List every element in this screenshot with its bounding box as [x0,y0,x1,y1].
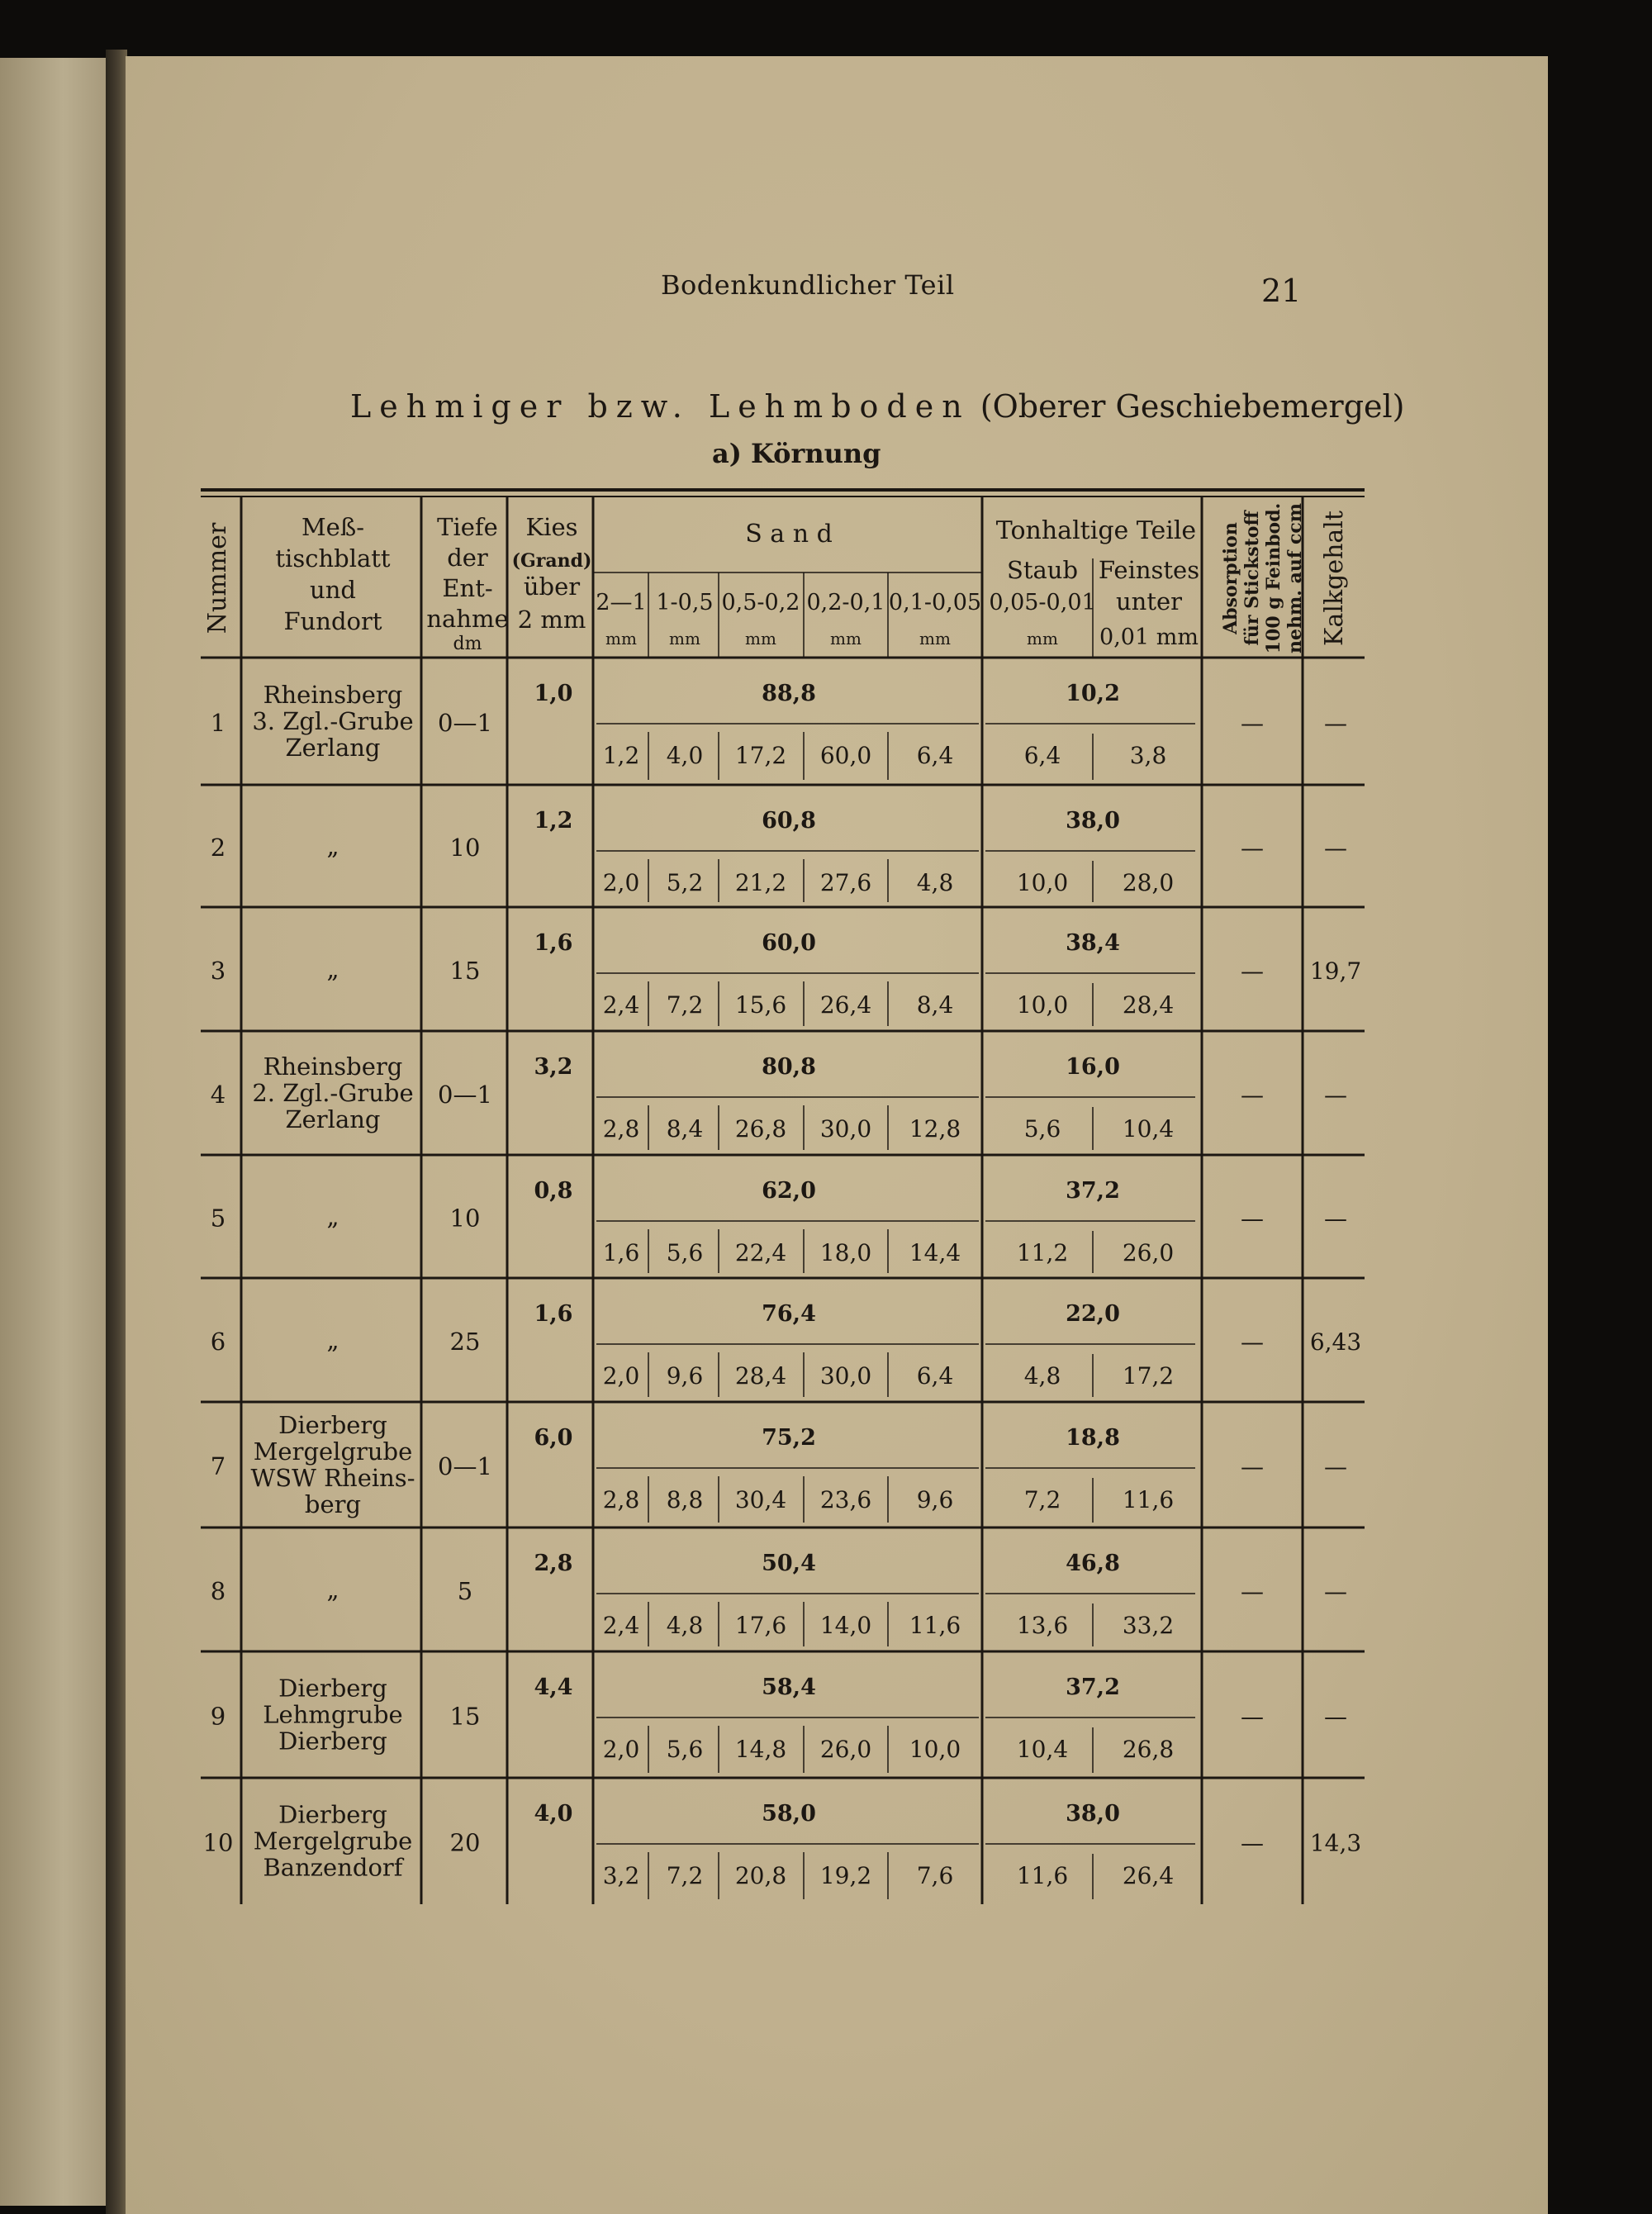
row-kies: 1,2 [534,808,573,834]
header-sand-fraction: 1-0,5 [656,590,714,615]
row-tiefe: 0—1 [438,1452,492,1480]
header-tiefe: nahme [426,605,509,633]
header-kies-grand: (Grand) [511,550,592,572]
header-sand-fraction: 0,1-0,05 [888,590,982,615]
row-kalkgehalt: 6,43 [1309,1328,1362,1356]
header-staub-range: 0,05-0,01 [989,590,1096,615]
row-ton-total: 16,0 [1066,1054,1120,1080]
row-sand-value: 11,6 [909,1612,961,1639]
row-sand-value: 19,2 [819,1862,872,1889]
row-kalkgehalt: — [1324,834,1347,862]
row-fundort: „ [326,955,339,983]
header-tiefe: der [447,544,488,572]
row-sand-value: 8,4 [666,1115,704,1143]
header-feinstes: Feinstes [1098,556,1200,584]
header-sand: S a n d [745,520,833,549]
row-fundort: Zerlang [285,1105,381,1133]
row-sand-value: 2,0 [602,1362,640,1390]
row-kies: 1,0 [534,681,573,706]
row-sand-value: 23,6 [819,1486,872,1513]
row-fundort: Rheinsberg [263,1052,403,1081]
row-tiefe: 5 [457,1577,473,1605]
row-sand-value: 8,4 [916,991,954,1019]
row-kies: 1,6 [534,930,573,956]
row-feinstes: 3,8 [1129,742,1167,769]
row-sand-value: 1,2 [602,742,640,769]
row-sand-value: 28,4 [734,1362,787,1390]
row-sand-value: 9,6 [666,1362,704,1390]
row-number: 7 [210,1452,226,1480]
header-absorption: nehm. auf ccm [1284,502,1306,654]
row-sand-total: 75,2 [762,1425,816,1451]
row-sand-value: 1,6 [602,1239,640,1266]
page-number: 21 [1261,273,1302,309]
row-sand-value: 17,2 [734,742,787,769]
row-kies: 2,8 [534,1551,573,1576]
row-absorption: — [1241,1453,1264,1480]
row-feinstes: 33,2 [1122,1612,1175,1639]
row-absorption: — [1241,957,1264,985]
row-number: 1 [210,709,226,737]
row-absorption: — [1241,1829,1264,1857]
header-sand-unit: mm [669,629,700,649]
row-number: 6 [210,1328,226,1356]
row-sand-value: 14,0 [819,1612,872,1639]
row-sand-value: 7,6 [916,1862,954,1889]
running-head: Bodenkundlicher Teil [661,269,955,301]
header-messtischblatt: tischblatt [275,544,391,573]
row-tiefe: 10 [449,1204,481,1233]
row-sand-value: 30,4 [734,1486,787,1513]
row-tiefe: 25 [449,1328,481,1356]
row-fundort: Dierberg [278,1727,387,1756]
row-sand-value: 4,8 [666,1612,704,1639]
row-tiefe: 0—1 [438,709,492,737]
row-feinstes: 28,0 [1122,869,1175,896]
row-sand-value: 26,0 [819,1736,872,1763]
row-sand-value: 22,4 [734,1239,787,1266]
row-kies: 4,4 [534,1675,573,1700]
row-kalkgehalt: — [1324,710,1347,737]
row-sand-value: 6,4 [916,742,954,769]
row-fundort: Rheinsberg [263,681,403,709]
row-staub: 5,6 [1023,1115,1061,1143]
row-sand-value: 6,4 [916,1362,954,1390]
row-feinstes: 10,4 [1122,1115,1175,1143]
row-ton-total: 22,0 [1066,1301,1120,1327]
row-sand-value: 15,6 [734,991,787,1019]
row-sand-value: 21,2 [734,869,787,896]
row-kies: 6,0 [534,1425,573,1451]
header-sand-fraction: 2—1 [596,590,647,615]
row-tiefe: 10 [449,834,481,862]
row-number: 2 [210,834,226,862]
row-sand-value: 2,8 [602,1486,640,1513]
row-number: 8 [210,1577,226,1605]
header-kies: über [523,573,581,601]
header-absorption: Absorption [1220,522,1241,634]
row-fundort: berg [304,1490,362,1518]
row-fundort: Zerlang [285,734,381,762]
row-sand-value: 4,0 [666,742,704,769]
row-fundort: Mergelgrube [253,1827,413,1855]
row-feinstes: 11,6 [1122,1486,1175,1513]
header-kies: Kies [525,513,578,541]
row-sand-total: 50,4 [762,1551,816,1576]
row-fundort: Dierberg [278,1411,387,1439]
title-main: Lehmiger bzw. Lehmboden [350,388,971,425]
row-ton-total: 38,0 [1066,808,1120,834]
row-staub: 11,2 [1016,1239,1069,1266]
row-sand-value: 5,2 [666,869,704,896]
row-sand-value: 14,8 [734,1736,787,1763]
row-feinstes: 28,4 [1122,991,1175,1019]
row-kies: 1,6 [534,1301,573,1327]
row-staub: 6,4 [1023,742,1061,769]
header-feinstes-sub: unter [1115,587,1183,615]
row-ton-total: 46,8 [1066,1551,1120,1576]
row-fundort: „ [326,832,339,860]
row-ton-total: 38,4 [1066,930,1120,956]
row-sand-value: 8,8 [666,1486,704,1513]
row-kies: 3,2 [534,1054,573,1080]
row-sand-total: 88,8 [762,681,816,706]
row-sand-value: 7,2 [666,991,704,1019]
header-sand-unit: mm [919,629,951,649]
row-kalkgehalt: — [1324,1204,1347,1233]
row-sand-value: 12,8 [909,1115,961,1143]
row-sand-value: 26,8 [734,1115,787,1143]
row-number: 4 [210,1081,226,1109]
row-ton-total: 38,0 [1066,1801,1120,1827]
row-feinstes: 26,0 [1122,1239,1175,1266]
row-ton-total: 18,8 [1066,1425,1120,1451]
row-sand-value: 2,4 [602,1612,640,1639]
row-sand-value: 2,4 [602,991,640,1019]
row-kies: 0,8 [534,1178,573,1204]
header-messtischblatt: und [310,576,356,604]
row-sand-value: 60,0 [819,742,872,769]
row-staub: 4,8 [1023,1362,1061,1390]
row-sand-total: 80,8 [762,1054,816,1080]
header-absorption: für Stickstoff [1241,511,1263,646]
row-fundort: WSW Rheins- [250,1464,415,1492]
row-fundort: Mergelgrube [253,1437,413,1466]
row-sand-total: 62,0 [762,1178,816,1204]
header-kies: 2 mm [517,606,586,634]
row-kalkgehalt: — [1324,1578,1347,1605]
row-sand-value: 10,0 [909,1736,961,1763]
header-sand-unit: mm [830,629,862,649]
row-number: 3 [210,957,226,985]
row-staub: 7,2 [1023,1486,1061,1513]
row-staub: 13,6 [1016,1612,1069,1639]
row-number: 9 [210,1702,226,1731]
row-sand-value: 30,0 [819,1115,872,1143]
header-kalkgehalt: Kalkgehalt [1320,511,1349,646]
row-tiefe: 15 [449,957,481,985]
row-fundort: „ [326,1326,339,1354]
row-kalkgehalt: — [1324,1453,1347,1480]
row-staub: 10,0 [1016,869,1069,896]
row-number: 5 [210,1204,226,1233]
row-staub: 11,6 [1016,1862,1069,1889]
header-nummer: Nummer [203,522,232,634]
row-absorption: — [1241,1204,1264,1233]
row-fundort: Dierberg [278,1674,387,1703]
row-sand-value: 26,4 [819,991,872,1019]
row-fundort: Dierberg [278,1800,387,1829]
row-fundort: „ [326,1575,339,1603]
row-kalkgehalt: 14,3 [1309,1829,1362,1857]
row-sand-value: 20,8 [734,1862,787,1889]
header-tonhaltige-teile: Tonhaltige Teile [995,516,1197,545]
row-sand-value: 5,6 [666,1239,704,1266]
header-feinstes-range: 0,01 mm [1099,625,1199,650]
row-sand-total: 60,0 [762,930,816,956]
header-messtischblatt: Meß- [301,513,365,541]
row-kalkgehalt: — [1324,1081,1347,1109]
header-tiefe-unit: dm [453,634,482,654]
row-feinstes: 26,4 [1122,1862,1175,1889]
header-sand-fraction: 0,5-0,2 [721,590,800,615]
row-sand-value: 14,4 [909,1239,961,1266]
row-sand-value: 2,8 [602,1115,640,1143]
row-absorption: — [1241,1081,1264,1109]
row-sand-value: 30,0 [819,1362,872,1390]
row-kies: 4,0 [534,1801,573,1827]
row-sand-value: 7,2 [666,1862,704,1889]
row-sand-value: 9,6 [916,1486,954,1513]
row-ton-total: 10,2 [1066,681,1120,706]
row-feinstes: 26,8 [1122,1736,1175,1763]
row-kalkgehalt: 19,7 [1309,957,1362,985]
row-sand-value: 5,6 [666,1736,704,1763]
row-number: 10 [202,1828,234,1857]
row-fundort: 2. Zgl.-Grube [252,1079,414,1107]
row-sand-total: 60,8 [762,808,816,834]
header-sand-fraction: 0,2-0,1 [806,590,885,615]
row-fundort: 3. Zgl.-Grube [252,707,414,735]
row-tiefe: 15 [449,1702,481,1731]
row-absorption: — [1241,1703,1264,1731]
row-sand-value: 27,6 [819,869,872,896]
header-sand-unit: mm [745,629,776,649]
row-sand-value: 2,0 [602,869,640,896]
row-absorption: — [1241,710,1264,737]
header-tiefe: Tiefe [437,513,498,541]
row-absorption: — [1241,1578,1264,1605]
row-fundort: Banzendorf [263,1853,403,1882]
header-staub: Staub [1006,556,1079,584]
row-sand-total: 58,4 [762,1675,816,1700]
row-sand-total: 76,4 [762,1301,816,1327]
row-staub: 10,4 [1016,1736,1069,1763]
title-parenthetical: (Oberer Geschiebemergel) [980,388,1405,425]
row-sand-value: 4,8 [916,869,954,896]
row-sand-value: 2,0 [602,1736,640,1763]
header-messtischblatt: Fundort [283,607,382,635]
header-absorption: 100 g Feinbod. [1263,502,1284,654]
row-sand-value: 18,0 [819,1239,872,1266]
row-ton-total: 37,2 [1066,1178,1120,1204]
header-tiefe: Ent- [442,574,493,602]
row-fundort: Lehmgrube [263,1700,403,1729]
row-sand-value: 17,6 [734,1612,787,1639]
row-tiefe: 0—1 [438,1081,492,1109]
row-ton-total: 37,2 [1066,1675,1120,1700]
header-staub-unit: mm [1027,629,1058,649]
table-subtitle: a) Körnung [712,438,881,469]
row-tiefe: 20 [449,1828,481,1857]
row-kalkgehalt: — [1324,1703,1347,1731]
row-fundort: „ [326,1202,339,1231]
row-absorption: — [1241,834,1264,862]
header-sand-unit: mm [605,629,637,649]
row-staub: 10,0 [1016,991,1069,1019]
row-sand-total: 58,0 [762,1801,816,1827]
row-absorption: — [1241,1328,1264,1356]
row-feinstes: 17,2 [1122,1362,1175,1390]
row-sand-value: 3,2 [602,1862,640,1889]
